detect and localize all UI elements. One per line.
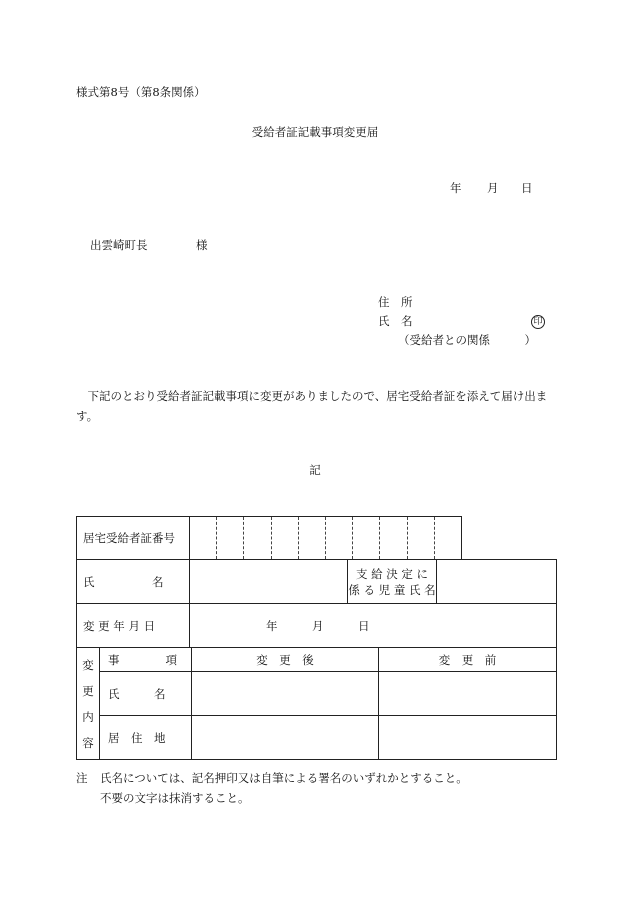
ki-heading: 記 (309, 463, 321, 477)
name-after-field[interactable] (192, 672, 379, 716)
addressee-name: 出雲崎町長 (90, 238, 148, 252)
note-line-1: 氏名については、記名押印又は自筆による署名のいずれかとすること。 (100, 771, 468, 785)
cert-digit-10[interactable] (434, 517, 461, 560)
cert-digit-9[interactable] (407, 517, 434, 560)
section-char-1: 変 (82, 657, 94, 672)
child-name-label (348, 560, 437, 604)
cert-digit-4[interactable] (271, 517, 298, 560)
section-char-4: 容 (82, 735, 94, 750)
recipient-name-label: 氏 名 (77, 560, 190, 604)
change-date-field[interactable]: 年 月 日 (190, 604, 557, 648)
cert-digit-8[interactable] (380, 517, 407, 560)
form-number: 様式第8号（第8条関係） (76, 85, 206, 99)
body-text: 下記のとおり受給者証記載事項に変更がありましたので、居宅受給者証を添えて届け出ます。 (76, 389, 548, 423)
note-prefix: 注 (76, 771, 88, 785)
seal-icon: 印 (531, 315, 545, 329)
cert-digit-3[interactable] (244, 517, 271, 560)
addressee-honorific: 様 (196, 238, 208, 252)
item-header: 事 項 (100, 648, 192, 672)
before-header: 変 更 前 (379, 648, 557, 672)
name-before-field[interactable] (379, 672, 557, 716)
name-table (76, 559, 557, 604)
change-details-table (76, 647, 557, 760)
residence-before-field[interactable] (379, 716, 557, 760)
cert-digit-5[interactable] (298, 517, 325, 560)
change-date-label: 変 更 年 月 日 (77, 604, 190, 648)
date-year: 年 (450, 181, 462, 195)
after-header: 変 更 後 (192, 648, 379, 672)
cert-number-table (76, 516, 462, 560)
seal-mark (531, 313, 545, 329)
relation-label: （受給者との関係 ） (398, 333, 536, 347)
cert-digit-1[interactable] (190, 517, 217, 560)
cert-number-label: 居宅受給者証番号 (77, 517, 190, 560)
residence-after-field[interactable] (192, 716, 379, 760)
address-label: 住 所 (378, 295, 413, 309)
cert-digit-7[interactable] (353, 517, 380, 560)
change-date-table (76, 603, 557, 648)
date-month: 月 (487, 181, 499, 195)
recipient-name-field[interactable] (190, 560, 348, 604)
date-day: 日 (521, 181, 533, 195)
form-title: 受給者証記載事項変更届 (251, 125, 379, 139)
change-content-section-label (77, 648, 100, 760)
cert-digit-6[interactable] (325, 517, 352, 560)
child-name-label-line1: 支 給 決 定 に (355, 566, 429, 581)
note-line-2: 不要の文字は抹消すること。 (100, 791, 250, 805)
row-residence-label: 居 住 地 (100, 716, 192, 760)
section-char-2: 更 (82, 683, 94, 698)
child-name-field[interactable] (437, 560, 557, 604)
row-name-label: 氏 名 (100, 672, 192, 716)
cert-digit-2[interactable] (217, 517, 244, 560)
name-label: 氏 名 (378, 314, 413, 328)
child-name-label-line2: 係 る 児 童 氏 名 (348, 582, 436, 597)
section-char-3: 内 (82, 709, 94, 724)
